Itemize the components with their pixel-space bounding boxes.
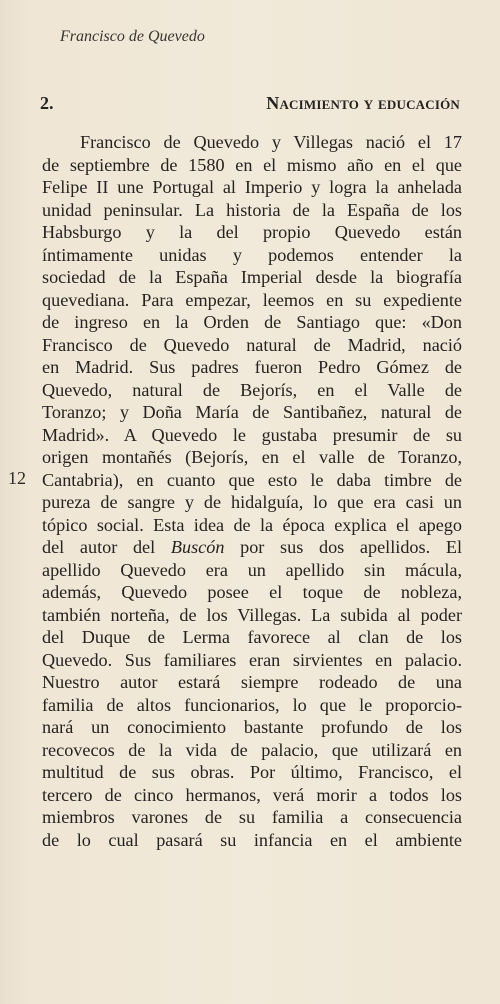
text-line: tópico social. Esta idea de la época explica el apego bbox=[42, 514, 462, 535]
section-number: 2. bbox=[40, 93, 54, 113]
text-line: de septiembre de 1580 en el mismo año en el que bbox=[42, 154, 462, 175]
text-line: quevediana. Para empezar, leemos en su expediente bbox=[42, 289, 462, 310]
text-line: apellido Quevedo era un apellido sin mácula, bbox=[42, 559, 462, 580]
text-line-with-italic bbox=[42, 536, 462, 559]
text-line: Quevedo, natural de Bejorís, en el Valle de bbox=[42, 379, 462, 400]
text-line: multitud de sus obras. Por último, Francisco, el bbox=[42, 762, 462, 782]
text-line: Cantabria), en cuanto que esto le daba timbre de bbox=[42, 469, 462, 490]
text-line: familia de altos funcionarios, lo que le proporcio- bbox=[42, 694, 462, 715]
text-line: además, Quevedo posee el toque de nobleza, bbox=[42, 582, 462, 602]
text-line: Felipe II une Portugal al Imperio y logra la anhelada bbox=[42, 177, 462, 197]
text-line: también norteña, de los Villegas. La subida al poder bbox=[42, 604, 462, 625]
text-line: del Duque de Lerma favorece al clan de los bbox=[42, 627, 462, 647]
body-paragraph bbox=[42, 131, 462, 851]
text-line: unidad peninsular. La historia de la España de los bbox=[42, 199, 462, 220]
text-line: miembros varones de su familia a consecuencia bbox=[42, 807, 462, 827]
text-line: Nuestro autor estará siempre rodeado de una bbox=[42, 672, 462, 692]
text-line: Madrid». A Quevedo le gustaba presumir de su bbox=[42, 424, 462, 445]
text-line: Francisco de Quevedo y Villegas nació el 17 bbox=[80, 132, 462, 152]
text-line: Francisco de Quevedo natural de Madrid, nació bbox=[42, 334, 462, 355]
text-line: íntimamente unidas y podemos entender la bbox=[42, 244, 462, 265]
text-line: recovecos de la vida de palacio, que utilizará en bbox=[42, 739, 462, 760]
book-title-italic: Buscón bbox=[170, 537, 225, 557]
text-line: de lo cual pasará su infancia en el ambiente bbox=[42, 829, 462, 850]
section-title: Nacimiento y educación bbox=[266, 93, 460, 113]
text-segment: por sus dos apellidos. El bbox=[224, 537, 462, 557]
text-line: nará un conocimiento bastante profundo de los bbox=[42, 717, 462, 737]
text-line: tercero de cinco hermanos, verá morir a todos los bbox=[42, 784, 462, 805]
text-line: en Madrid. Sus padres fueron Pedro Gómez de bbox=[42, 357, 462, 377]
page-number: 12 bbox=[8, 468, 26, 488]
text-line: sociedad de la España Imperial desde la biografía bbox=[42, 267, 462, 287]
text-line: de ingreso en la Orden de Santiago que: «Don bbox=[42, 312, 462, 332]
running-head: Francisco de Quevedo bbox=[60, 28, 205, 45]
text-line: pureza de sangre y de hidalguía, lo que era casi un bbox=[42, 492, 462, 512]
text-line: Habsburgo y la del propio Quevedo están bbox=[42, 222, 462, 242]
text-segment: del autor del bbox=[42, 537, 171, 557]
text-line: Toranzo; y Doña María de Santibañez, natural de bbox=[42, 402, 462, 422]
text-line: origen montañés (Bejorís, en el valle de Toranzo, bbox=[42, 447, 462, 467]
text-line: Quevedo. Sus familiares eran sirvientes en palacio. bbox=[42, 649, 462, 670]
